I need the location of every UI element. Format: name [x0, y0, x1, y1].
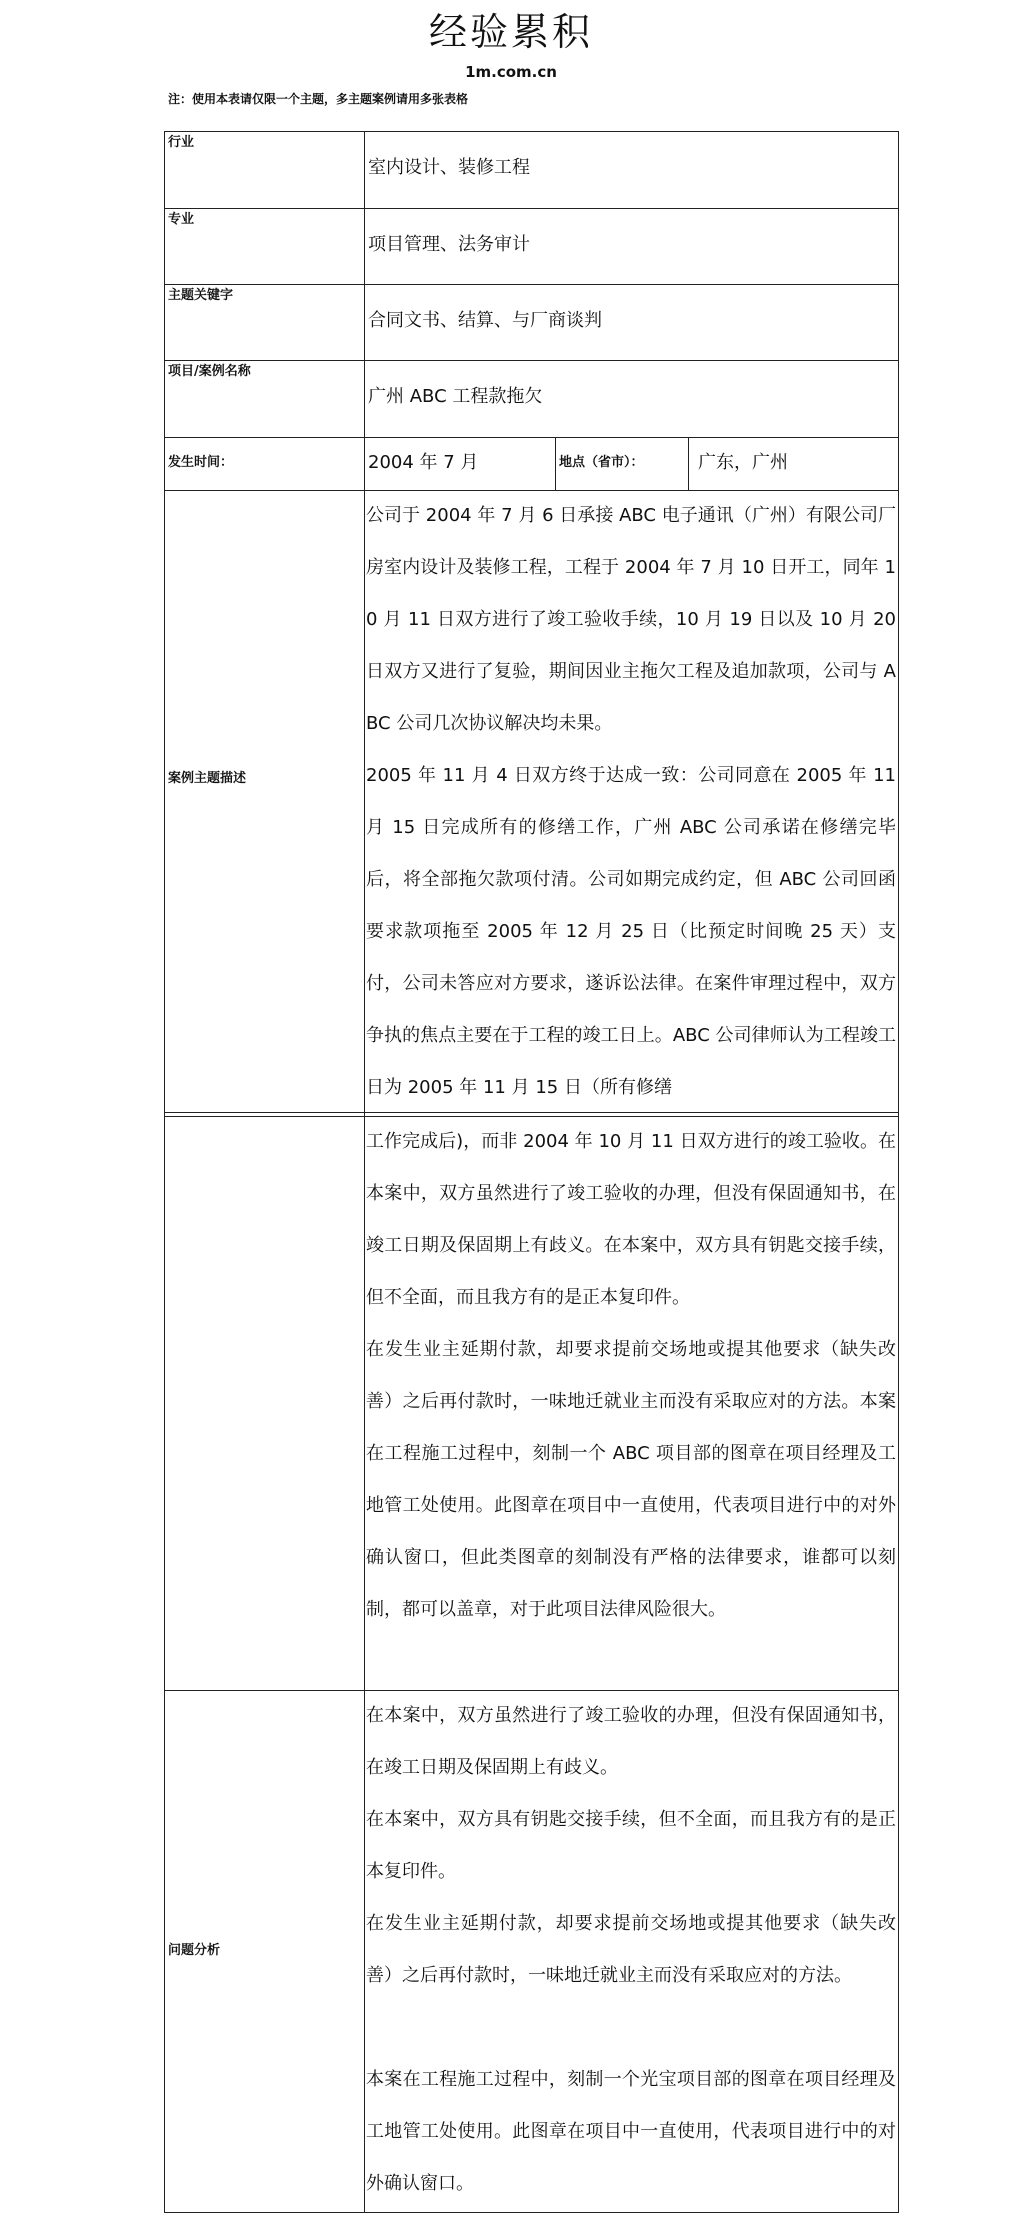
specialty-label: 专业: [168, 212, 195, 227]
case-name-value: 广州 ABC 工程款拖欠: [368, 386, 543, 407]
case-name-label: 项目/案例名称: [168, 364, 251, 379]
table-rule: [688, 437, 689, 490]
table-rule: [164, 131, 165, 2212]
keywords-value: 合同文书、结算、与厂商谈判: [368, 310, 602, 331]
description-label: 案例主题描述: [168, 771, 247, 786]
analysis-paragraph: 本案在工程施工过程中，刻制一个光宝项目部的图章在项目经理及工地管工处使用。此图章在项目中一直使用，代表项目进行中的对外确认窗口。: [366, 2069, 896, 2194]
usage-note: 注：使用本表请仅限一个主题，多主题案例请用多张表格: [168, 92, 469, 106]
description-paragraph: 2005 年 11 月 4 日双方终于达成一致：公司同意在 2005 年 11 月 15 日完成所有的修缮工作，广州 ABC 公司承诺在修缮完毕后，将全部拖欠款项付清。公司如期完成约定，但 ABC 公司回函要求款项拖至 2005 年 12 月 25 日（比预定时间晚 25 天）支付，公司未答应对方要求，遂诉讼法律。在案件审理过程中，双方争执的焦点主要在于工程的竣工日上。ABC 公司律师认为工程竣工日为 2005 年 11 月 15 日（所有修缮: [366, 765, 896, 1098]
table-rule: [164, 284, 899, 285]
keywords-label: 主题关键字: [168, 288, 234, 303]
table-rule: [164, 437, 899, 438]
table-rule: [555, 437, 556, 490]
table-rule: [164, 131, 899, 132]
analysis-paragraph: 在本案中，双方虽然进行了竣工验收的办理，但没有保固通知书，在竣工日期及保固期上有歧义。: [366, 1705, 896, 1778]
analysis-paragraph: 在发生业主延期付款，却要求提前交场地或提其他要求（缺失改善）之后再付款时，一味地迁就业主而没有采取应对的方法。: [366, 1913, 896, 1986]
page-title: 经验累积: [428, 10, 593, 54]
description-paragraph: 公司于 2004 年 7 月 6 日承接 ABC 电子通讯（广州）有限公司厂房室内设计及装修工程，工程于 2004 年 7 月 10 日开工，同年 10 月 11 日双方进行了竣工验收手续，10 月 19 日以及 10 月 20 日双方又进行了复验，期间因业主拖欠工程及追加款项，公司与 ABC 公司几次协议解决均未果。: [366, 505, 896, 734]
specialty-value: 项目管理、法务审计: [368, 234, 530, 255]
location-value: 广东，广州: [698, 452, 788, 473]
time-label: 发生时间：: [168, 455, 234, 470]
table-rule: [898, 131, 899, 2212]
analysis-paragraph: 在本案中，双方具有钥匙交接手续，但不全面，而且我方有的是正本复印件。: [366, 1809, 896, 1882]
industry-value: 室内设计、装修工程: [368, 157, 530, 178]
time-value: 2004 年 7 月: [368, 452, 479, 473]
location-label: 地点（省市）：: [559, 455, 644, 470]
description-continuation-paragraph: 在发生业主延期付款，却要求提前交场地或提其他要求（缺失改善）之后再付款时，一味地迁就业主而没有采取应对的方法。本案在工程施工过程中，刻制一个 ABC 项目部的图章在项目经理及工地管工处使用。此图章在项目中一直使用，代表项目进行中的对外确认窗口，但此类图章的刻制没有严格的法律要求，谁都可以刻制，都可以盖章，对于此项目法律风险很大。: [366, 1339, 896, 1620]
table-rule: [164, 208, 899, 209]
table-rule: [164, 2212, 899, 2213]
site-url: 1m.com.cn: [465, 63, 557, 81]
table-rule: [164, 360, 899, 361]
industry-label: 行业: [168, 135, 195, 150]
analysis-label: 问题分析: [168, 1943, 221, 1958]
description-continuation-paragraph: 工作完成后)，而非 2004 年 10 月 11 日双方进行的竣工验收。在本案中，双方虽然进行了竣工验收的办理，但没有保固通知书，在竣工日期及保固期上有歧义。在本案中，双方具有钥匙交接手续，但不全面，而且我方有的是正本复印件。: [366, 1131, 896, 1308]
